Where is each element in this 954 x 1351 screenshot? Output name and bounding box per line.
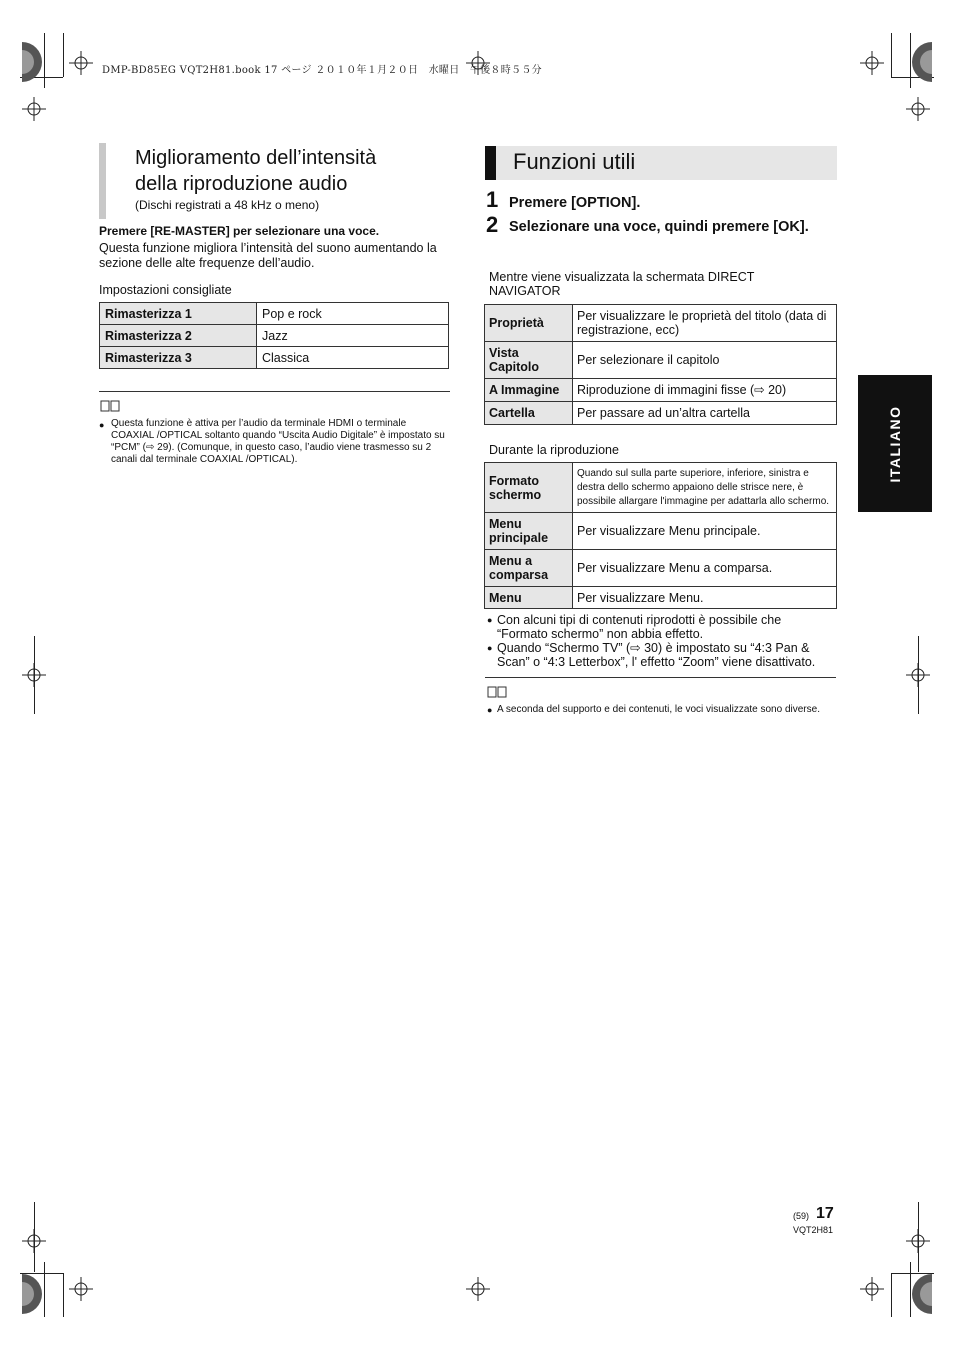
page-number: 17 — [816, 1205, 834, 1222]
left-heading-line2: della riproduzione audio — [135, 173, 348, 195]
table-row — [485, 402, 837, 425]
note-book-icon — [100, 400, 120, 412]
registration-mark-icon — [906, 1229, 930, 1253]
option-value: Riproduzione di immagini fisse (⇨ 20) — [573, 379, 837, 402]
left-subheading: (Dischi registrati a 48 kHz o meno) — [135, 198, 320, 212]
registration-mark-icon — [466, 1277, 490, 1301]
bullet-icon: ● — [487, 615, 493, 625]
table-row — [485, 305, 837, 342]
remaster-settings-table — [99, 302, 449, 369]
page-reference: (59) — [793, 1211, 810, 1221]
table-row — [100, 347, 449, 369]
table-row — [485, 513, 837, 550]
setting-value: Classica — [257, 347, 449, 369]
left-heading-line1: Miglioramento dell’intensità — [135, 147, 377, 169]
registration-mark-icon — [906, 97, 930, 121]
option-value: Per visualizzare Menu a comparsa. — [573, 550, 837, 587]
setting-key: Rimasterizza 3 — [100, 347, 257, 369]
option-value: Per visualizzare Menu principale. — [573, 513, 837, 550]
registration-mark-icon — [22, 97, 46, 121]
language-label: ITALIANO — [887, 404, 903, 483]
left-heading-text — [135, 145, 376, 197]
table-row — [485, 463, 837, 513]
registration-mark-icon — [69, 51, 93, 75]
step-text-2: Selezionare una voce, quindi premere [OK]. — [509, 219, 809, 235]
step-number-1: 1 — [486, 187, 499, 212]
color-wheel-icon — [22, 1272, 44, 1316]
bullet-icon: ● — [487, 705, 493, 715]
right-heading-text: Funzioni utili — [513, 149, 636, 174]
option-value: Per visualizzare le proprietà del titolo (data di registrazione, ecc) — [573, 305, 837, 342]
step-text-1: Premere [OPTION]. — [509, 195, 641, 211]
table-row — [100, 325, 449, 347]
language-side-tab — [858, 375, 932, 512]
option-key: Proprietà — [485, 305, 573, 342]
right-note: A seconda del supporto e dei contenuti, le voci visualizzate sono diverse. — [497, 704, 820, 715]
playback-options-table — [484, 462, 837, 609]
option-value: Per visualizzare Menu. — [573, 587, 837, 609]
playback-bullet-2: Quando “Schermo TV” (⇨ 30) è impostato su “4:3 Pan & Scan” o “4:3 Letterbox”, l' effetto “Zoom” viene disattivato. — [497, 641, 816, 669]
setting-key: Rimasterizza 2 — [100, 325, 257, 347]
table-row — [100, 303, 449, 325]
divider — [485, 677, 836, 678]
option-key: Menu a comparsa — [485, 550, 573, 587]
registration-mark-icon — [69, 1277, 93, 1301]
option-value: Quando sul sulla parte superiore, inferiore, sinistra e destra dello schermo appaiono delle strisce nere, è possibile allargare l'immagine per adattarla allo schermo. — [573, 463, 837, 513]
registration-mark-icon — [906, 663, 930, 687]
setting-key: Rimasterizza 1 — [100, 303, 257, 325]
table-row — [485, 550, 837, 587]
divider — [99, 391, 450, 392]
color-wheel-icon — [910, 1272, 932, 1316]
registration-mark-icon — [860, 51, 884, 75]
print-header: DMP-BD85EG VQT2H81.book 17 ページ ２０１０年１月２０日 水曜日 午後８時５５分 — [102, 65, 542, 76]
registration-mark-icon — [22, 1229, 46, 1253]
navigator-options-table — [484, 304, 837, 425]
heading-accent-bar — [485, 146, 496, 180]
setting-value: Jazz — [257, 325, 449, 347]
setting-value: Pop e rock — [257, 303, 449, 325]
bullet-icon: ● — [99, 420, 105, 430]
note-book-icon — [487, 686, 507, 698]
option-key: Menu — [485, 587, 573, 609]
color-wheel-icon — [910, 40, 932, 84]
bullet-icon: ● — [487, 643, 493, 653]
remaster-instruction: Premere [RE-MASTER] per selezionare una voce. — [99, 224, 380, 238]
option-key: A Immagine — [485, 379, 573, 402]
right-section-heading — [485, 146, 837, 180]
intro-navigator: Mentre viene visualizzata la schermata DIRECT NAVIGATOR — [489, 270, 755, 298]
playback-bullet-1: Con alcuni tipi di contenuti riprodotti è possibile che “Formato schermo” non abbia effetto. — [497, 613, 782, 641]
color-wheel-icon — [22, 40, 44, 84]
option-key: Cartella — [485, 402, 573, 425]
option-key: Menu principale — [485, 513, 573, 550]
left-section-heading — [99, 143, 456, 219]
table-row — [485, 342, 837, 379]
registration-mark-icon — [860, 1277, 884, 1301]
intro-playback: Durante la riproduzione — [489, 443, 619, 457]
registration-mark-icon — [466, 51, 490, 75]
left-note: Questa funzione è attiva per l’audio da terminale HDMI o terminale COAXIAL /OPTICAL soltanto quando “Uscita Audio Digitale” è impostato su “PCM” (⇨ 29). (Comunque, in questo caso, l’audio viene trasmesso su 2 canali dal terminale COAXIAL /OPTICAL). — [111, 418, 445, 465]
doc-code: VQT2H81 — [793, 1225, 834, 1235]
table-row — [485, 379, 837, 402]
option-value: Per passare ad un’altra cartella — [573, 402, 837, 425]
table-row — [485, 587, 837, 609]
option-key: Formato schermo — [485, 463, 573, 513]
remaster-description: Questa funzione migliora l’intensità del suono aumentando la sezione delle alte frequenze dell’audio. — [99, 241, 437, 270]
step-number-2: 2 — [486, 212, 499, 237]
option-value: Per selezionare il capitolo — [573, 342, 837, 379]
settings-label: Impostazioni consigliate — [99, 283, 232, 297]
option-key: Vista Capitolo — [485, 342, 573, 379]
registration-mark-icon — [22, 663, 46, 687]
